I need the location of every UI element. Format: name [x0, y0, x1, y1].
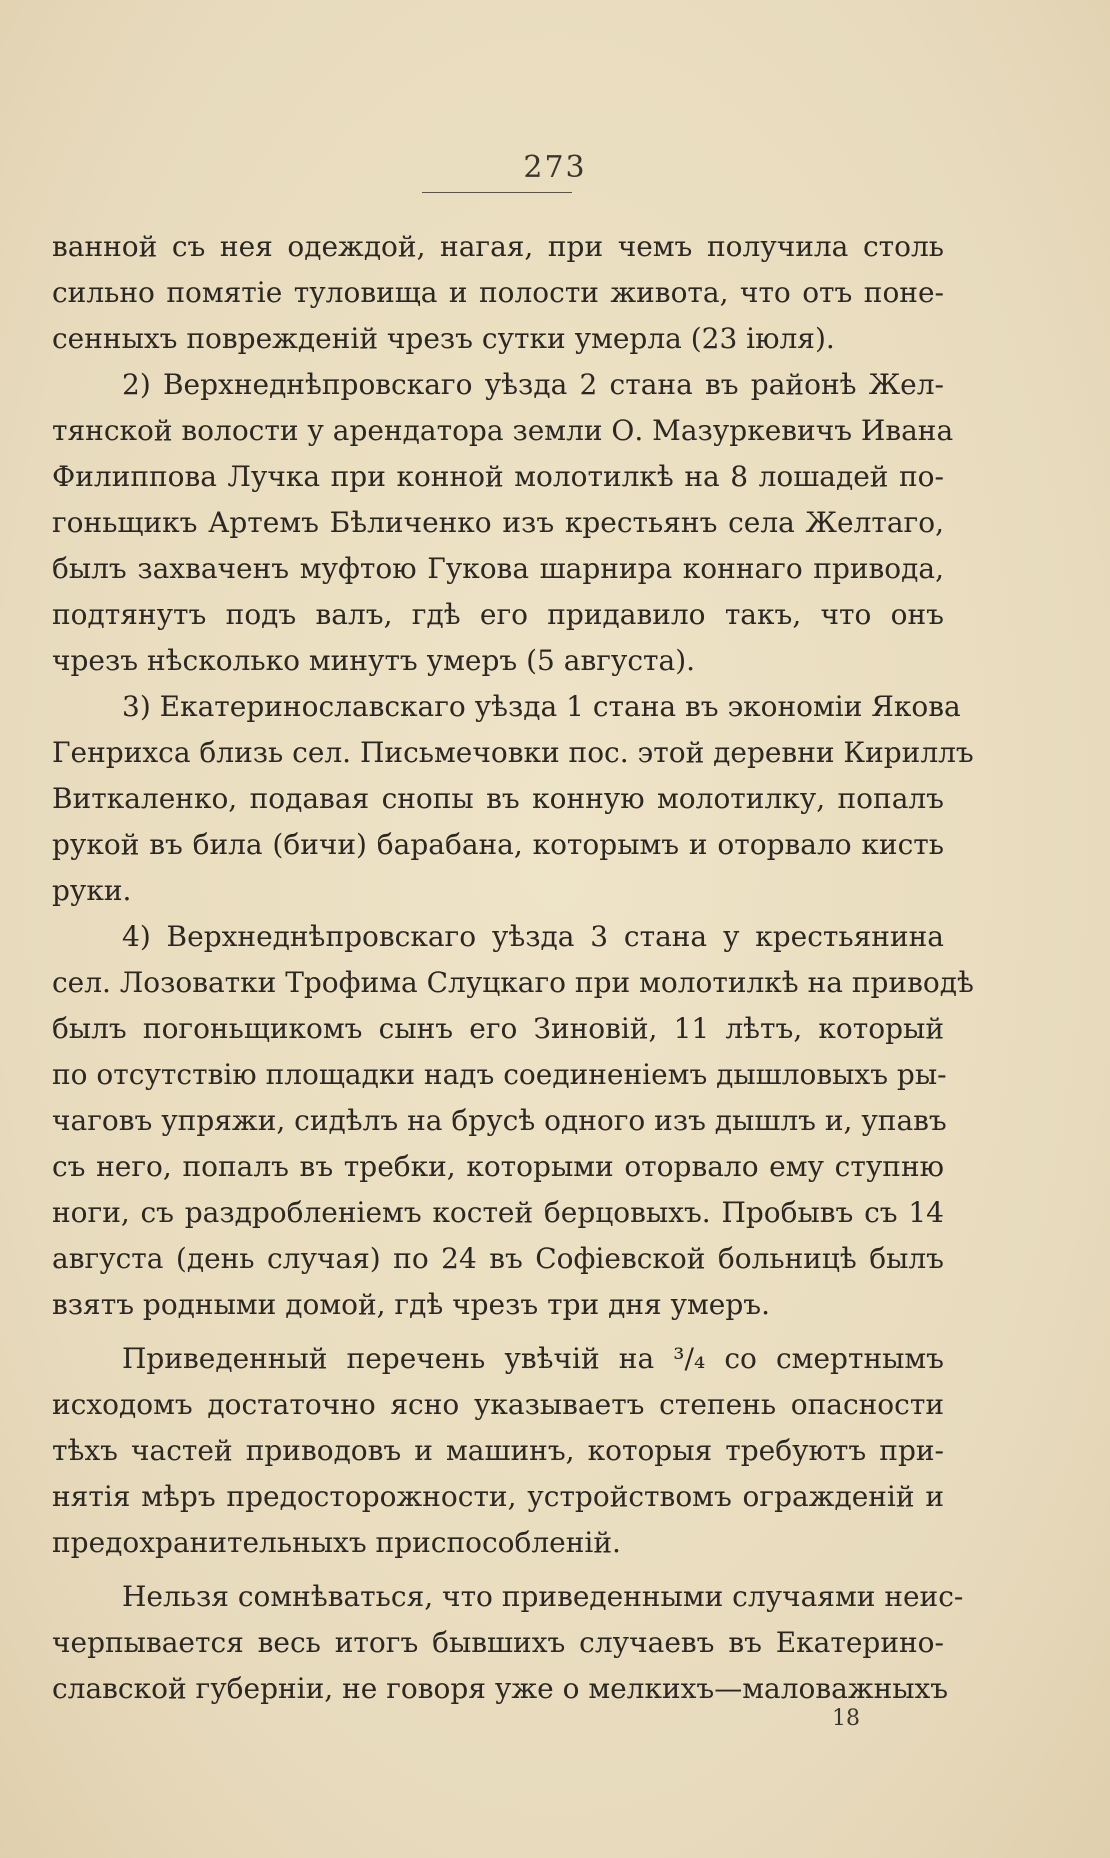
- text-line: 4) Верхнеднѣпровскаго уѣзда 3 стана у крестьянина: [122, 920, 944, 953]
- text-line: августа (день случая) по 24 въ Софіевской больницѣ былъ: [52, 1242, 944, 1275]
- text-line: тянской волости у арендатора земли О. Мазуркевичъ Ивана: [52, 414, 954, 447]
- text-line: тѣхъ частей приводовъ и машинъ, которыя требуютъ при-: [52, 1434, 944, 1467]
- text-line: черпывается весь итогъ бывшихъ случаевъ въ Екатерино-: [52, 1626, 944, 1659]
- text-line: ноги, съ раздробленіемъ костей берцовыхъ. Пробывъ съ 14: [52, 1196, 944, 1229]
- text-line: взятъ родными домой, гдѣ чрезъ три дня умеръ.: [52, 1288, 771, 1321]
- text-line: сенныхъ поврежденій чрезъ сутки умерла (23 іюля).: [52, 322, 835, 355]
- text-line: съ него, попалъ въ требки, которыми оторвало ему ступню: [52, 1150, 944, 1183]
- text-line: нятія мѣръ предосторожности, устройствомъ огражденій и: [52, 1480, 944, 1513]
- text-line: ванной съ нея одеждой, нагая, при чемъ получила столь: [52, 230, 944, 263]
- text-line: предохранительныхъ приспособленій.: [52, 1526, 621, 1559]
- text-line: 2) Верхнеднѣпровскаго уѣзда 2 стана въ районѣ Жел-: [122, 368, 944, 401]
- text-line: Виткаленко, подавая снопы въ конную молотилку, попалъ: [52, 782, 944, 815]
- text-line: гоньщикъ Артемъ Бѣличенко изъ крестьянъ села Желтаго,: [52, 506, 944, 539]
- text-line: чрезъ нѣсколько минутъ умеръ (5 августа).: [52, 644, 696, 677]
- text-line: сел. Лозоватки Трофима Слуцкаго при молотилкѣ на приводѣ: [52, 966, 974, 999]
- signature-mark: 18: [832, 1706, 860, 1731]
- text-line: рукой въ била (бичи) барабана, которымъ и оторвало кисть: [52, 828, 944, 861]
- text-line: Генрихса близь сел. Письмечовки пос. этой деревни Кириллъ: [52, 736, 974, 769]
- text-line: славской губерніи, не говоря уже о мелкихъ—маловажныхъ: [52, 1672, 949, 1705]
- header-rule: [422, 192, 572, 193]
- body-text: [52, 224, 974, 1712]
- text-line: Приведенный перечень увѣчій на ³/₄ со смертнымъ: [122, 1342, 944, 1375]
- text-line: былъ захваченъ муфтою Гукова шарнира коннаго привода,: [52, 552, 944, 585]
- text-line: Нельзя сомнѣваться, что приведенными случаями неис-: [122, 1580, 964, 1613]
- text-line: по отсутствію площадки надъ соединеніемъ дышловыхъ ры-: [52, 1058, 947, 1091]
- text-line: 3) Екатеринославскаго уѣзда 1 стана въ экономіи Якова: [122, 690, 961, 723]
- text-line: исходомъ достаточно ясно указываетъ степень опасности: [52, 1388, 944, 1421]
- text-line: подтянутъ подъ валъ, гдѣ его придавило такъ, что онъ: [52, 598, 944, 631]
- text-line: Филиппова Лучка при конной молотилкѣ на 8 лошадей по-: [52, 460, 944, 493]
- text-line: былъ погоньщикомъ сынъ его Зиновій, 11 лѣтъ, который: [52, 1012, 944, 1045]
- text-line: сильно помятіе туловища и полости живота, что отъ поне-: [52, 276, 944, 309]
- text-line: чаговъ упряжи, сидѣлъ на брусѣ одного изъ дышлъ и, упавъ: [52, 1104, 947, 1137]
- page-number: 273: [523, 150, 587, 185]
- text-line: руки.: [52, 874, 132, 907]
